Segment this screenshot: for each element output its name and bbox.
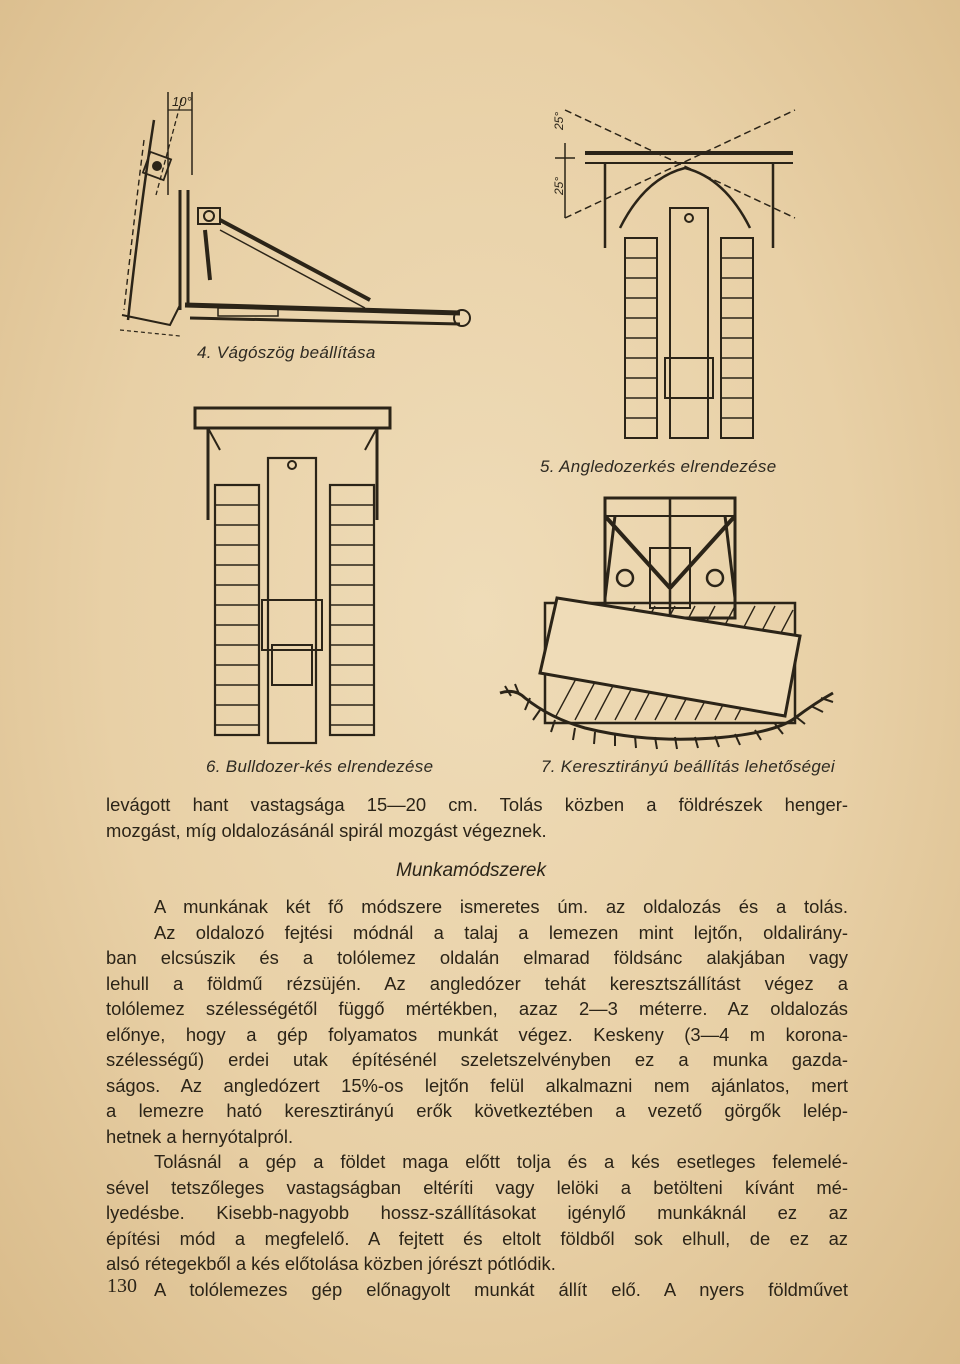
text-line: előnye, hogy a gép folyamatos munkát végez. Keskeny (3—4 m korona- [106, 1023, 848, 1045]
text-line: A munkának két fő módszere ismeretes úm. az oldalozás és a tolás. [154, 896, 848, 917]
text-line: ságos. Az angledózert 15%-os lejtőn felül alkalmazni nem ajánlatos, mert [106, 1074, 848, 1096]
text-line: Tolásnál a gép a földet maga előtt tolja és a kés esetleges felemelé- [154, 1151, 848, 1172]
intro-paragraph [106, 792, 848, 843]
text-line: A tolólemezes gép előnagyolt munkát állít elő. A nyers földművet [154, 1278, 848, 1300]
figure-4-caption: 4. Vágószög beállítása [197, 343, 376, 362]
page-number: 130 [107, 1275, 137, 1297]
figure-6-caption: 6. Bulldozer-kés elrendezése [206, 757, 434, 776]
text-line: hetnek a hernyótalpról. [106, 1125, 294, 1147]
text-line: levágott hant vastagsága 15—20 cm. Tolás közben a földrészek henger- [106, 794, 848, 815]
body-paragraphs [106, 894, 848, 1302]
text-line: szélességű) erdei utak építésénél szeletszelvényben ez a munka gazda- [106, 1049, 848, 1070]
figure-4-cutting-angle [110, 80, 490, 340]
figure-5-caption: 5. Angledozerkés elrendezése [540, 457, 777, 476]
text-line: építési mód a megfelelő. A fejtett és eltolt földből sok elhull, de ez az [106, 1227, 848, 1249]
text-line: tolólemez szélességétől függő mértékben, azaz 2—3 méterre. Az oldalozás [106, 998, 848, 1019]
text-line: Az oldalozó fejtési módnál a talaj a lemezen mint lejtőn, oldalirány- [154, 921, 848, 943]
figure-5-angledozer [545, 88, 815, 448]
text-line: ban elcsúszik és a tolólemez oldalán elmarad földsánc alakjában vagy [106, 947, 848, 968]
figure-7-caption: 7. Keresztirányú beállítás lehetőségei [541, 757, 835, 776]
section-title: Munkamódszerek [396, 860, 546, 881]
figure-7-transverse [495, 488, 840, 753]
text-line: lyedésbe. Kisebb-nagyobb hossz-szállításokat igénylő munkáknál ez az [106, 1202, 848, 1223]
figure-6-bulldozer [190, 400, 400, 750]
angle-label-10: 10° [172, 94, 192, 109]
text-line: alsó rétegekből a kés előtolása közben jórészt pótlódik. [106, 1253, 556, 1274]
text-line: mozgást, míg oldalozásánál spirál mozgást végeznek. [106, 819, 547, 841]
text-line: sével tetszőleges vastagságban eltéríti vagy lelöki a betölteni kívánt mé- [106, 1176, 848, 1198]
angle-label-25-bottom: 25° [552, 176, 566, 195]
angle-label-25-top: 25° [552, 111, 566, 130]
text-line: lehull a földmű rézsüjén. Az angledózer tehát keresztszállítást végez a [106, 972, 848, 994]
text-line: a lemezre ható keresztirányú erők következtében a vezető görgők lelép- [106, 1100, 848, 1121]
